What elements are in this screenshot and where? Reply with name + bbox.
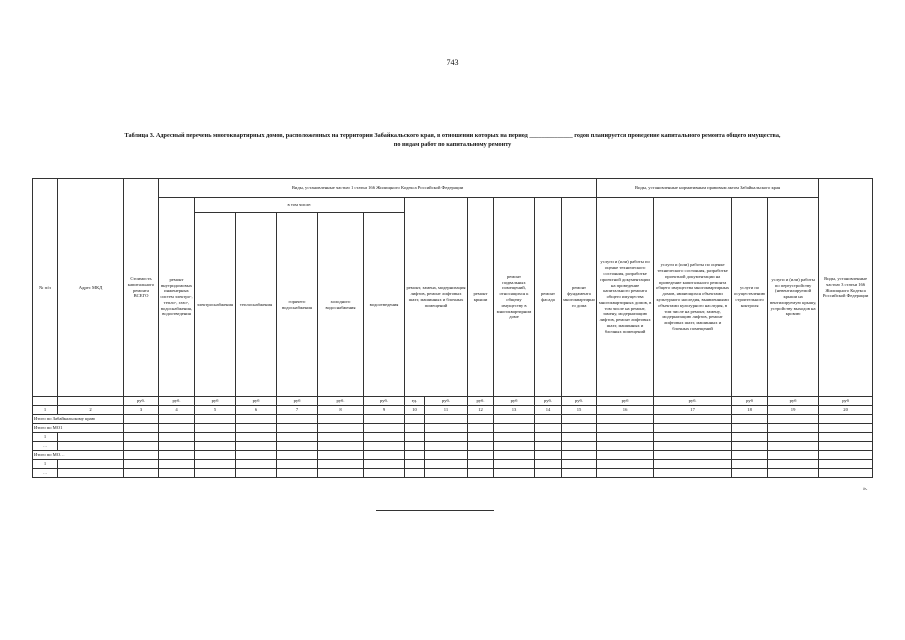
header-facade: ремонт фасада [535,198,562,397]
column-number: 16 [597,406,654,415]
total-row-region [33,415,873,424]
table-row [33,460,873,469]
column-number: 13 [494,406,535,415]
header-other: Виды, установленные частью 3 статьи 166 Жилищного Кодекса Российской Федерации [819,179,873,397]
header-hot-water: горячего водоснабжения [277,213,318,397]
header-group-main: Виды, установленные частью 1 статьи 166 Жилищного Кодекса Российской Федерации [159,179,597,198]
signature-line [376,510,494,511]
header-including: в том числе: [195,198,405,213]
column-number: 18 [732,406,768,415]
units-cell: руб. [425,397,468,406]
row-address [58,433,124,442]
table-row [33,469,873,478]
column-number: 11 [425,406,468,415]
units-cell: руб [236,397,277,406]
units-cell: руб [732,397,768,406]
table-title [30,132,875,149]
units-cell: руб [597,397,654,406]
row-number: … [33,469,58,478]
row-label: Итого по Забайкальскому краю [33,415,124,424]
units-cell: руб [768,397,819,406]
row-number: 1 [33,433,58,442]
units-cell: руб [819,397,873,406]
header-electro: электроснабжения [195,213,236,397]
column-number: 7 [277,406,318,415]
column-number: 10 [405,406,425,415]
column-number: 8 [318,406,364,415]
header-roof: ремонт крыши [468,198,494,397]
header-control: услуги по осуществлению строительного контроля [732,198,768,397]
units-cell: руб. [468,397,494,406]
units-cell: ед. [405,397,425,406]
header-heat: теплоснабжения [236,213,277,397]
closing-quote-mark: ». [863,486,868,492]
units-cell: руб. [318,397,364,406]
column-number: 5 [195,406,236,415]
row-label: Итого по МО… [33,451,124,460]
column-number: 4 [159,406,195,415]
table-title-line2: по видам работ по капитальному ремонту [393,140,512,148]
row-address [58,469,124,478]
units-cell: руб. [654,397,732,406]
column-numbers-row [33,406,873,415]
column-number: 2 [58,406,124,415]
header-cultural: услуги и (или) работы по оценке технического состояния, разработке проектной документации на проведение капитального ремонта общего имущества многоквартирных домов, являющихся объектами культурного наследия, выявленными объектами культурного наследия, в том числе на ремонт, замену, модернизацию лифтов, ремонт лифтовых шахт, машинных и блочных помещений [654,198,732,397]
units-cell: руб. [124,397,159,406]
table-row [33,442,873,451]
header-group-regional: Виды, установленные нормативным правовым актом Забайкальского края [597,179,819,198]
units-cell: руб. [159,397,195,406]
row-address [58,460,124,469]
units-cell: руб. [535,397,562,406]
column-number: 6 [236,406,277,415]
column-number: 15 [562,406,597,415]
header-engineering: ремонт внутридомовых инженерных систем электро-, тепло-, газо-, водоснабжения, водоотведения [159,198,195,397]
units-cell: руб [494,397,535,406]
header-num: № п/п [33,179,58,397]
units-row [33,397,873,406]
header-assessment: услуги и (или) работы по оценке технического состояния, разработке проектной документации на проведение капитального ремонта общего имущества многоквартирных домов, в том числе на ремонт, замену, модернизацию лифтов, ремонт лифтовых шахт, машинных и блочных помещений [597,198,654,397]
column-number: 20 [819,406,873,415]
row-address [58,442,124,451]
units-cell: руб [277,397,318,406]
header-basement: ремонт подвальных помещений, относящихся к общему имуществу в многоквартирном доме [494,198,535,397]
units-cell: руб. [364,397,405,406]
header-cost: Стоимость капитального ремонта ВСЕГО [124,179,159,397]
column-number: 14 [535,406,562,415]
header-elevators: ремонт, замена, модернизация лифтов, ремонт лифтовых шахт, машинных и блочных помещений [405,198,468,397]
units-cell: руб [195,397,236,406]
units-cell: руб. [562,397,597,406]
row-number: 1 [33,460,58,469]
page-number: 743 [446,58,459,67]
column-number: 9 [364,406,405,415]
row-number: … [33,442,58,451]
table-row [33,433,873,442]
capital-repair-table [32,178,873,478]
table-title-line1: Таблица 3. Адресный перечень многоквартирных домов, расположенных на территории Забайкальского края, в отношении которых на период ______________ годов планируется проведение капитального ремонта общего имущества, [124,132,781,139]
header-cold-water: холодного водоснабжения [318,213,364,397]
total-row-mo1 [33,424,873,433]
header-address: Адрес МКД [58,179,124,397]
total-row-mo [33,451,873,460]
units-cell [33,397,58,406]
column-number: 19 [768,406,819,415]
column-number: 17 [654,406,732,415]
column-number: 1 [33,406,58,415]
row-label: Итого по МО1 [33,424,124,433]
header-redevelopment: услуги и (или) работы по переустройству (невентилируемой крыши на вентилируемую крышу, устройству выходов на кровлю [768,198,819,397]
column-number: 3 [124,406,159,415]
column-number: 12 [468,406,494,415]
header-sewer: водоотведения [364,213,405,397]
units-cell [58,397,124,406]
header-foundation: ремонт фундамента многоквартирного дома [562,198,597,397]
